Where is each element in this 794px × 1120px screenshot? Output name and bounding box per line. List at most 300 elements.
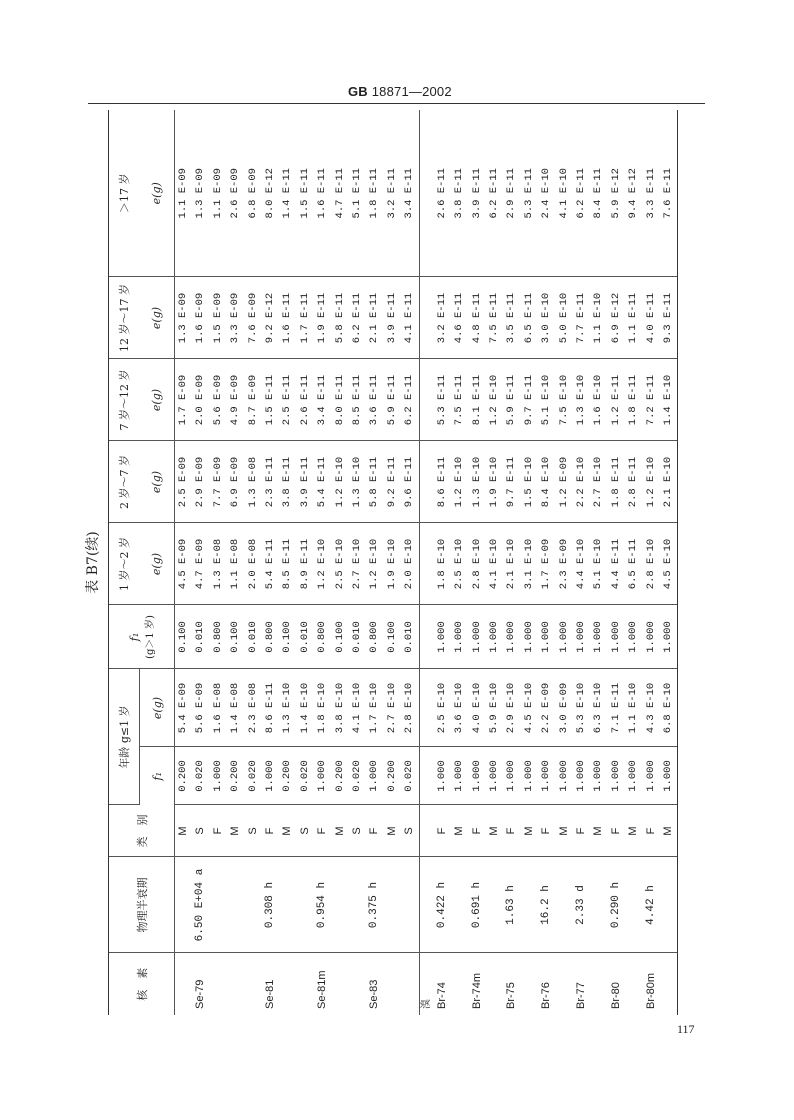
cell-e17: 2.4 E-10 [538,110,555,277]
cell-f1b: 1.000 [451,605,468,669]
cell-halflife: 6.50 E+04 a [192,857,209,953]
cell-e12: 9.3 E-11 [660,277,678,359]
table-body [175,110,678,1015]
cell-halflife [401,857,419,953]
cell-type: M [175,805,193,857]
cell-e12: 5.8 E-11 [332,277,349,359]
cell-e0: 5.6 E-09 [192,669,209,747]
cell-type: M [384,805,401,857]
cell-e17: 1.3 E-09 [192,110,209,277]
cell-type: M [486,805,503,857]
cell-nuclide: Br-77 [574,982,587,1009]
cell-type: M [332,805,349,857]
table-row [262,110,279,1015]
cell-f1: 0.200 [384,747,401,805]
cell-f1: 0.020 [245,747,262,805]
cell-e1: 4.1 E-10 [486,523,503,605]
cell-e0: 2.3 E-08 [245,669,262,747]
cell-f1b: 1.000 [660,605,678,669]
cell-e0: 4.1 E-10 [349,669,366,747]
cell-nuclide: Br-76 [540,982,553,1009]
cell-e12: 1.1 E-10 [590,277,607,359]
table-row [279,110,296,1015]
cell-e12: 1.6 E-11 [279,277,296,359]
table-row [297,110,314,1015]
table-row [349,110,366,1015]
cell-f1: 1.000 [590,747,607,805]
table-row [486,110,503,1015]
cell-f1b: 1.000 [608,605,625,669]
cell-e17: 1.5 E-11 [297,110,314,277]
cell-e7: 2.0 E-09 [192,359,209,441]
empty-cell [419,523,434,605]
cell-f1: 1.000 [503,747,520,805]
cell-e1: 4.5 E-09 [175,523,193,605]
col-eg-7-12: e(g) [140,359,175,441]
cell-e0: 5.4 E-09 [175,669,193,747]
col-eg-1-2: e(g) [140,523,175,605]
cell-e0: 1.6 E-08 [210,669,227,747]
table-row [451,110,468,1015]
cell-e12: 6.2 E-11 [349,277,366,359]
cell-f1b: 0.800 [210,605,227,669]
cell-e7: 1.3 E-10 [573,359,590,441]
cell-e17: 4.7 E-11 [332,110,349,277]
cell-e0: 1.4 E-08 [227,669,244,747]
cell-e2: 1.8 E-11 [608,441,625,523]
cell-e12: 3.5 E-11 [503,277,520,359]
cell-f1b: 0.010 [401,605,419,669]
cell-e7: 3.4 E-11 [314,359,331,441]
cell-halflife [297,857,314,953]
cell-e2: 6.9 E-09 [227,441,244,523]
cell-e2: 2.5 E-09 [175,441,193,523]
cell-e1: 1.9 E-10 [384,523,401,605]
cell-f1b: 1.000 [643,605,660,669]
cell-e0: 1.3 E-10 [279,669,296,747]
cell-e2: 8.4 E-10 [538,441,555,523]
cell-e0: 6.8 E-10 [660,669,678,747]
cell-e7: 5.9 E-11 [503,359,520,441]
cell-e0: 2.7 E-10 [384,669,401,747]
cell-e1: 1.3 E-08 [210,523,227,605]
cell-e7: 9.7 E-11 [521,359,538,441]
cell-e0: 2.2 E-09 [538,669,555,747]
cell-e7: 8.5 E-11 [349,359,366,441]
cell-halflife [590,857,607,953]
cell-e7: 5.3 E-11 [434,359,451,441]
cell-f1: 1.000 [210,747,227,805]
cell-type: M [521,805,538,857]
table-row [332,110,349,1015]
cell-type: F [434,805,451,857]
cell-e1: 5.4 E-11 [262,523,279,605]
cell-nuclide [401,953,419,1015]
col-halflife: 物理半衰期 [109,857,175,953]
cell-type: F [314,805,331,857]
col-eg-12-17: e(g) [140,277,175,359]
cell-f1: 1.000 [625,747,642,805]
cell-f1: 1.000 [521,747,538,805]
cell-e1: 2.0 E-10 [401,523,419,605]
cell-e1: 2.8 E-10 [643,523,660,605]
cell-nuclide [175,953,193,1015]
cell-e12: 5.0 E-10 [556,277,573,359]
cell-e12: 6.5 E-11 [521,277,538,359]
cell-halflife [210,857,227,953]
table-row [245,110,262,1015]
cell-e12: 4.6 E-11 [451,277,468,359]
cell-e2: 9.7 E-11 [503,441,520,523]
cell-e12: 4.1 E-11 [401,277,419,359]
cell-nuclide: Br-75 [505,982,518,1009]
empty-cell [419,605,434,669]
cell-e1: 4.4 E-10 [573,523,590,605]
cell-f1: 1.000 [366,747,383,805]
cell-nuclide [556,953,573,1015]
cell-e12: 4.8 E-11 [469,277,486,359]
cell-e0: 2.8 E-10 [401,669,419,747]
cell-halflife [349,857,366,953]
cell-f1b: 0.010 [245,605,262,669]
col-eg-17: e(g) [140,110,175,277]
col-nuclide: 核 素 [109,953,175,1015]
cell-e1: 4.5 E-10 [660,523,678,605]
cell-halflife [521,857,538,953]
cell-e7: 5.9 E-11 [384,359,401,441]
col-age-group: 年龄 g≤1 岁 [109,669,140,805]
cell-type: M [556,805,573,857]
table-row [660,110,678,1015]
cell-nuclide [227,953,244,1015]
table-row [384,110,401,1015]
cell-e7: 1.2 E-11 [608,359,625,441]
cell-e17: 3.4 E-11 [401,110,419,277]
cell-e7: 7.5 E-10 [556,359,573,441]
cell-f1b: 1.000 [556,605,573,669]
cell-f1: 1.000 [660,747,678,805]
cell-e12: 7.5 E-11 [486,277,503,359]
col-age-17: ＞17 岁 [109,110,140,277]
table-row [192,110,209,1015]
rotated-table-container [85,110,688,1015]
table-row [643,110,660,1015]
cell-e17: 3.9 E-11 [469,110,486,277]
cell-f1b: 1.000 [625,605,642,669]
table-row [469,110,486,1015]
cell-type: M [660,805,678,857]
cell-e2: 8.6 E-11 [434,441,451,523]
cell-type: S [401,805,419,857]
cell-type: F [469,805,486,857]
cell-e17: 1.8 E-11 [366,110,383,277]
empty-cell [419,669,434,747]
cell-e2: 2.9 E-09 [192,441,209,523]
cell-f1: 0.020 [192,747,209,805]
cell-type: F [643,805,660,857]
cell-e0: 1.1 E-10 [625,669,642,747]
cell-nuclide: Br-80 [609,982,622,1009]
cell-e7: 2.5 E-11 [279,359,296,441]
cell-nuclide: Se-79 [194,979,207,1009]
cell-halflife [384,857,401,953]
cell-e7: 4.9 E-09 [227,359,244,441]
cell-e12: 3.0 E-10 [538,277,555,359]
cell-e17: 1.4 E-11 [279,110,296,277]
cell-f1: 0.020 [401,747,419,805]
cell-e0: 2.9 E-10 [503,669,520,747]
cell-halflife [245,857,262,953]
cell-type: F [262,805,279,857]
col-f1-over1-label: f₁ [127,632,141,642]
table-row [556,110,573,1015]
cell-nuclide [590,953,607,1015]
cell-f1b: 1.000 [434,605,451,669]
empty-cell [419,441,434,523]
cell-e2: 1.3 E-10 [469,441,486,523]
cell-e17: 2.9 E-11 [503,110,520,277]
cell-e7: 3.6 E-11 [366,359,383,441]
cell-e17: 4.1 E-10 [556,110,573,277]
cell-f1: 1.000 [434,747,451,805]
cell-e17: 3.3 E-11 [643,110,660,277]
cell-e12: 6.9 E-12 [608,277,625,359]
cell-f1b: 1.000 [538,605,555,669]
cell-nuclide [521,953,538,1015]
cell-f1b: 0.100 [227,605,244,669]
cell-e12: 1.9 E-11 [314,277,331,359]
cell-e0: 1.7 E-10 [366,669,383,747]
cell-halflife [332,857,349,953]
table-row [521,110,538,1015]
empty-cell [419,359,434,441]
cell-type: F [210,805,227,857]
cell-nuclide [486,953,503,1015]
cell-e2: 2.7 E-10 [590,441,607,523]
cell-e0: 1.4 E-10 [297,669,314,747]
cell-e1: 1.1 E-08 [227,523,244,605]
cell-halflife [227,857,244,953]
cell-nuclide: Br-80m [644,972,657,1009]
col-age-12-17: 12 岁～17 岁 [109,277,140,359]
cell-nuclide [279,953,296,1015]
table-row [175,110,193,1015]
cell-e12: 3.9 E-11 [384,277,401,359]
cell-f1: 0.200 [332,747,349,805]
cell-type: S [297,805,314,857]
col-eg-2-7: e(g) [140,441,175,523]
cell-halflife [660,857,678,953]
cell-halflife: 2.33 d [573,857,590,953]
cell-f1b: 0.800 [366,605,383,669]
cell-nuclide [625,953,642,1015]
cell-e2: 1.2 E-10 [451,441,468,523]
cell-e1: 2.8 E-10 [469,523,486,605]
cell-e17: 2.6 E-09 [227,110,244,277]
cell-f1b: 0.100 [279,605,296,669]
cell-e12: 1.6 E-09 [192,277,209,359]
cell-f1b: 1.000 [486,605,503,669]
table-row [366,110,383,1015]
cell-e2: 1.2 E-10 [332,441,349,523]
cell-e7: 2.6 E-11 [297,359,314,441]
cell-halflife [625,857,642,953]
cell-nuclide: Br-74m [470,972,483,1009]
cell-e2: 9.6 E-11 [401,441,419,523]
table-row [590,110,607,1015]
cell-f1b: 0.010 [192,605,209,669]
cell-f1b: 0.010 [297,605,314,669]
cell-e17: 1.6 E-11 [314,110,331,277]
cell-f1b: 0.100 [332,605,349,669]
cell-e1: 1.2 E-10 [366,523,383,605]
cell-e2: 2.2 E-10 [573,441,590,523]
cell-halflife: 0.375 h [366,857,383,953]
cell-e1: 4.7 E-09 [192,523,209,605]
table-row [314,110,331,1015]
cell-e7: 5.1 E-10 [538,359,555,441]
cell-e0: 4.5 E-10 [521,669,538,747]
cell-e12: 9.2 E-12 [262,277,279,359]
cell-f1: 1.000 [451,747,468,805]
cell-f1: 1.000 [573,747,590,805]
cell-type: M [227,805,244,857]
page-number: 117 [677,1022,695,1036]
cell-e0: 6.3 E-10 [590,669,607,747]
cell-f1b: 1.000 [503,605,520,669]
cell-e12: 2.1 E-11 [366,277,383,359]
cell-e1: 4.4 E-11 [608,523,625,605]
cell-e17: 8.0 E-12 [262,110,279,277]
cell-e2: 3.8 E-11 [279,441,296,523]
table-row [573,110,590,1015]
cell-e0: 5.9 E-10 [486,669,503,747]
cell-e12: 7.7 E-11 [573,277,590,359]
empty-cell [419,805,434,857]
cell-nuclide: Br-74 [435,982,448,1009]
cell-f1b: 0.800 [262,605,279,669]
cell-e1: 2.0 E-08 [245,523,262,605]
cell-e12: 3.2 E-11 [434,277,451,359]
cell-e0: 5.3 E-10 [573,669,590,747]
cell-nuclide [451,953,468,1015]
standard-prefix: GB [348,84,368,99]
cell-halflife: 4.42 h [643,857,660,953]
cell-type: M [625,805,642,857]
cell-f1: 0.200 [175,747,193,805]
cell-e7: 5.6 E-09 [210,359,227,441]
cell-e0: 4.3 E-10 [643,669,660,747]
col-f1-over1 [109,605,175,669]
cell-halflife: 1.63 h [503,857,520,953]
cell-nuclide [384,953,401,1015]
cell-e2: 9.2 E-11 [384,441,401,523]
cell-f1b: 0.010 [349,605,366,669]
cell-nuclide: Se-83 [368,979,381,1009]
cell-e1: 3.1 E-10 [521,523,538,605]
table-row [401,110,419,1015]
cell-e7: 6.2 E-11 [401,359,419,441]
cell-e2: 1.5 E-10 [521,441,538,523]
cell-e17: 3.8 E-11 [451,110,468,277]
cell-f1: 1.000 [314,747,331,805]
cell-e0: 3.0 E-09 [556,669,573,747]
cell-e2: 1.2 E-10 [643,441,660,523]
cell-e2: 3.9 E-11 [297,441,314,523]
cell-f1: 0.200 [227,747,244,805]
cell-e17: 5.1 E-11 [349,110,366,277]
cell-f1: 1.000 [538,747,555,805]
cell-e17: 2.6 E-11 [434,110,451,277]
cell-e17: 6.2 E-11 [573,110,590,277]
cell-f1b: 0.100 [175,605,193,669]
group-label: 溴 [419,953,434,1015]
cell-e17: 7.6 E-11 [660,110,678,277]
cell-e0: 3.6 E-10 [451,669,468,747]
cell-e1: 8.5 E-11 [279,523,296,605]
cell-f1: 1.000 [486,747,503,805]
cell-nuclide [297,953,314,1015]
cell-halflife [556,857,573,953]
cell-halflife [175,857,193,953]
cell-nuclide [349,953,366,1015]
group-separator-row [419,110,434,1015]
table-row [625,110,642,1015]
col-eg-infant: e(g) [140,669,175,747]
col-type: 类 别 [109,805,175,857]
cell-f1b: 1.000 [573,605,590,669]
empty-cell [419,110,434,277]
col-age-1-2: 1 岁～2 岁 [109,523,140,605]
table-row [608,110,625,1015]
cell-e2: 1.2 E-09 [556,441,573,523]
empty-cell [419,277,434,359]
cell-halflife: 0.691 h [469,857,486,953]
cell-type: F [573,805,590,857]
cell-type: M [590,805,607,857]
cell-e1: 2.1 E-10 [503,523,520,605]
cell-e2: 1.3 E-10 [349,441,366,523]
cell-e7: 1.4 E-10 [660,359,678,441]
cell-e12: 3.3 E-09 [227,277,244,359]
empty-cell [419,747,434,805]
cell-halflife: 0.290 h [608,857,625,953]
cell-e2: 5.8 E-11 [366,441,383,523]
cell-nuclide: Se-81m [316,970,329,1009]
cell-e1: 1.7 E-09 [538,523,555,605]
cell-e2: 2.1 E-10 [660,441,678,523]
table-row [434,110,451,1015]
cell-e17: 1.1 E-09 [175,110,193,277]
cell-f1b: 0.800 [314,605,331,669]
header-rule [88,103,705,104]
cell-e0: 2.5 E-10 [434,669,451,747]
col-age-2-7: 2 岁～7 岁 [109,441,140,523]
cell-type: S [192,805,209,857]
cell-e2: 2.3 E-11 [262,441,279,523]
cell-e1: 1.8 E-10 [434,523,451,605]
cell-f1: 1.000 [608,747,625,805]
cell-type: S [349,805,366,857]
cell-f1b: 1.000 [590,605,607,669]
cell-nuclide: Se-81 [264,979,277,1009]
cell-e17: 8.4 E-11 [590,110,607,277]
cell-e12: 7.6 E-09 [245,277,262,359]
table-row [503,110,520,1015]
cell-e7: 7.5 E-11 [451,359,468,441]
cell-e1: 5.1 E-10 [590,523,607,605]
cell-f1: 1.000 [469,747,486,805]
